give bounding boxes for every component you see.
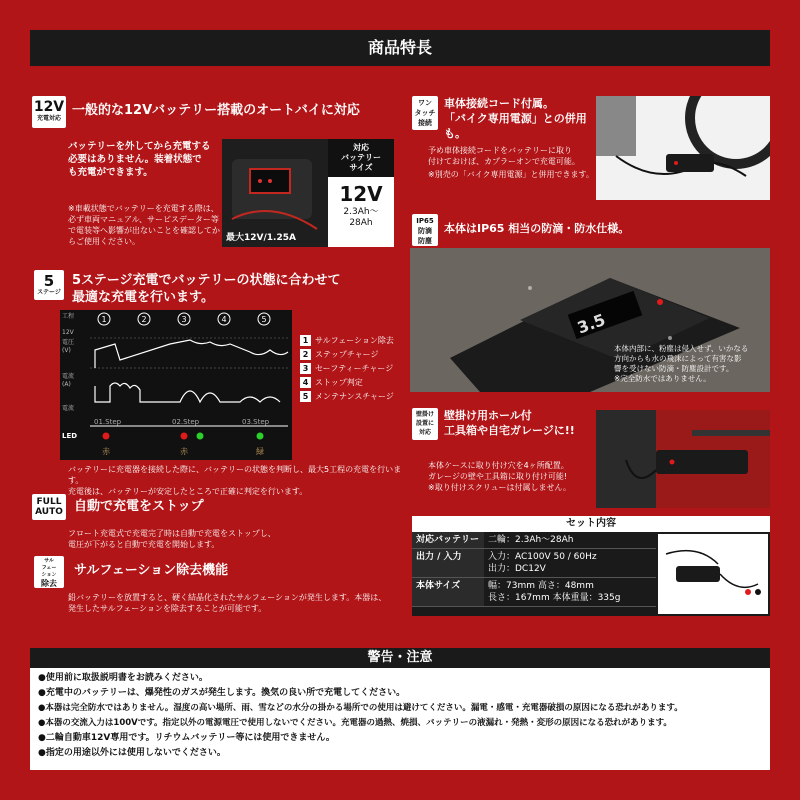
charger-splash-photo [410,248,770,392]
warning-item: ●指定の用途以外には使用しないでください。 [38,748,226,758]
full-auto-body: フロート充電式で充電完了時は自動で充電をストップし、 電圧が下がると自動で充電を開始します。 [68,529,276,549]
led-red-1 [103,433,110,440]
step-number-1: 1 [101,315,107,324]
warning-item: ●充電中のバッテリーは、爆発性のガスが発生します。換気の良い所で充電してください。 [38,688,406,698]
stage-legend [300,334,408,404]
step-label-1: 01.Step [94,418,122,426]
charger-display: 3.5 [574,309,608,338]
5stage-title: 5ステージ充電でバッテリーの状態に合わせて 最適な充電を行います。 [72,273,341,305]
12v-body: バッテリーを外してから充電する 必要はありません。装着状態で も充電ができます。 [68,141,211,178]
photo-caption: 最大12V/1.25A [226,233,296,243]
one-touch-badge: ワン タッチ 接続 [412,96,438,130]
axis-label-process: 工程 [62,313,75,320]
bike-connect-photo [596,96,770,200]
5stage-body: バッテリーに充電器を接続した際に、バッテリーの状態を判断し、最大5工程の充電を行います。 充電後は、バッテリーが安定したところで正確に判定を行います。 [68,465,402,496]
legend-item: 2 ステップチャージ [300,348,408,362]
ip65-title: 本体はIP65 相当の防滴・防水仕様。 [444,222,630,235]
5stage-badge: 5 ステージ [34,270,64,300]
one-touch-title: 車体接続コード付属。 「バイク専用電源」との併用も。 [444,97,587,140]
axis-label-12v: 12V [62,329,74,336]
sulfation-title: サルフェーション除去機能 [74,563,229,578]
legend-item: 4 ストップ判定 [300,376,408,390]
step-number-4: 4 [221,315,227,324]
warning-item: ●本器は完全防水ではありません。湿度の高い場所、雨、雪などの水分の掛かる場所での使用は避けてください。漏電・感電・充電器破損の原因になる恐れがあります。 [38,703,683,713]
led-green-2 [257,433,264,440]
warning-bar: 警告・注意 [30,648,770,668]
wall-mount-title: 壁掛け用ホール付 工具箱や自宅ガレージに!! [444,409,575,437]
set-contents-panel [412,516,770,616]
one-touch-body: 予め車体接続コードをバッテリーに取り 付けておけば、カプラーオンで充電可能。 ※別売の「バイク専用電源」と併用できます。 [428,146,594,179]
battery-size-panel: 対応 バッテリー サイズ 12V 2.3Ah〜 28Ah [328,139,394,247]
header-bar: 商品特長 [30,30,770,66]
set-contents-title: セット内容 [412,516,770,532]
step-number-5: 5 [261,315,267,324]
set-contents-photo [658,534,768,614]
axis-label-current: 電流 [62,373,75,380]
led-text-2: 赤 [180,447,188,456]
12v-title: 一般的な12Vバッテリー搭載のオートバイに対応 [72,103,360,118]
full-auto-badge: FULL AUTO [32,494,66,520]
warning-list [30,668,770,770]
charge-diagram [60,310,292,460]
12v-badge: 12V 充電対応 [32,96,66,128]
step-label-2: 02.Step [172,418,200,426]
axis-label-current-2: 電流 [62,405,75,412]
step-number-2: 2 [141,315,147,324]
warning-item: ●本器の交流入力は100Vです。指定以外の電源電圧で使用しないでください。充電器の過熱、焼損、バッテリーの液漏れ・発熱・変形の原因になる恐れがあります。 [38,718,672,728]
led-text-1: 赤 [102,447,110,456]
spec-row: 対応バッテリー 二輪：2.3Ah〜28Ah [412,532,656,549]
12v-note: ※車載状態でバッテリーを充電する際は、 必ず車両マニュアル、サービスデーター等 で電装等へ影響が出ないことを確認してか らご使用ください。 [68,204,220,246]
legend-item: 5 メンテナンスチャージ [300,390,408,404]
step-number-3: 3 [181,315,187,324]
ip65-badge: IP65 防滴 防塵 [412,214,438,246]
led-text-3: 緑 [256,447,264,456]
legend-item: 1 サルフェーション除去 [300,334,408,348]
axis-label-voltage: 電圧 [62,339,75,346]
wall-mount-body: 本体ケースに取り付け穴を4ヶ所配置。 ガレージの壁や工具箱に取り付け可能! ※取り付けスクリューは付属しません。 [428,461,571,492]
sulfation-body: 鉛バッテリーを放置すると、硬く結晶化されたサルフェーションが発生します。本器は、 発生したサルフェーションを除去することが可能です。 [68,593,387,613]
led-red-2 [181,433,188,440]
warning-item: ●二輪自動車12V専用です。リチウムバッテリー等には使用できません。 [38,733,335,743]
wall-mount-badge: 壁掛け 設置に 対応 [412,408,438,440]
spec-row: 本体サイズ 幅：73mm 高さ：48mm 長さ：167mm 本体重量：335g [412,578,656,607]
axis-label-voltage-unit: (V) [62,347,71,354]
legend-item: 3 セーフティーチャージ [300,362,408,376]
full-auto-title: 自動で充電をストップ [74,499,204,514]
wall-mount-photo [596,410,770,508]
spec-row: 出力 / 入力 入力：AC100V 50 / 60Hz 出力：DC12V [412,549,656,578]
step-label-3: 03.Step [242,418,270,426]
ip65-overlay-text: 本体内部に、粉塵は侵入せず、いかなる 方向からも水の飛沫によって有害な影 響を受けない防滴・防塵設計です。 ※完全防水ではありません。 [614,344,749,383]
led-label: LED [62,432,78,440]
led-green-1 [197,433,204,440]
axis-label-current-unit: (A) [62,381,71,388]
warning-item: ●使用前に取扱説明書をお読みください。 [38,673,208,683]
bike-battery-photo [222,139,328,247]
sulfation-badge: サル フェー ション 除去 [34,556,64,588]
